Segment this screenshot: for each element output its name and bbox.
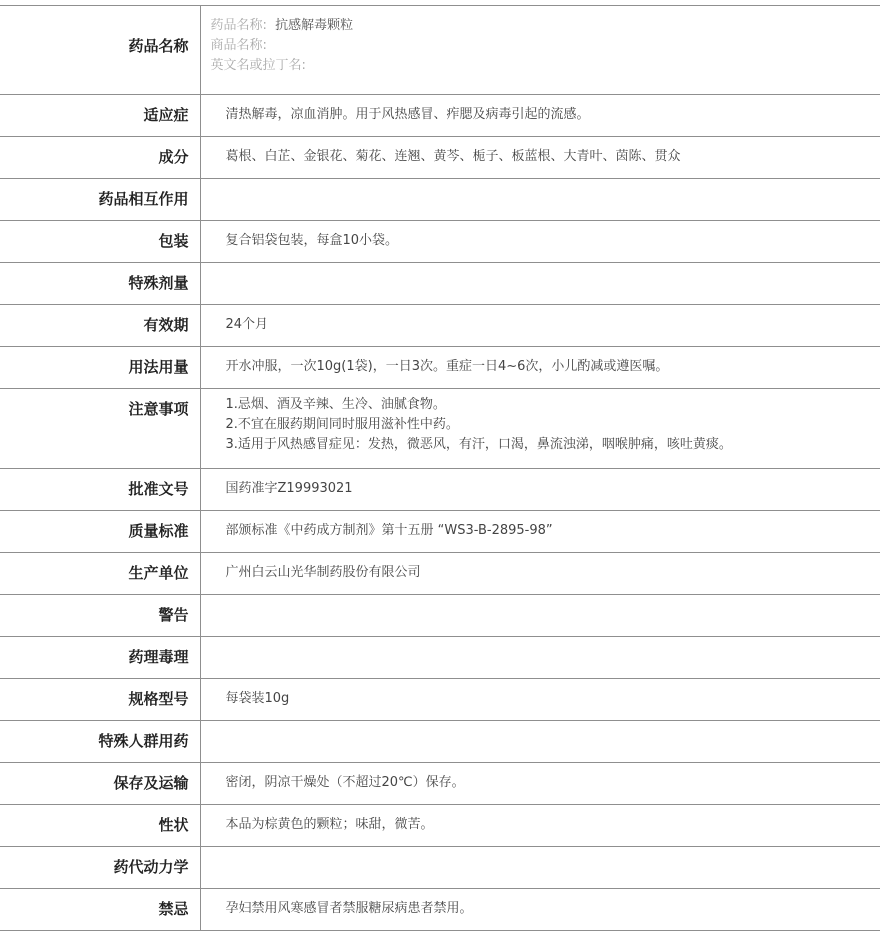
generic-name-value: 抗感解毒颗粒: [275, 18, 353, 33]
value-ingredients: 葛根、白芷、金银花、菊花、连翘、黄芩、栀子、板蓝根、大青叶、茵陈、贯众: [200, 137, 880, 179]
precaution-line-2: 2.不宜在服药期间同时服用滋补性中药。: [226, 415, 880, 435]
row-interactions: [0, 179, 880, 221]
value-precautions: [200, 389, 880, 469]
value-warnings: [200, 595, 880, 637]
label-shelf-life: 有效期: [0, 305, 200, 347]
label-precautions: 注意事项: [0, 389, 200, 469]
value-manufacturer: 广州白云山光华制药股份有限公司: [200, 553, 880, 595]
label-packaging: 包装: [0, 221, 200, 263]
row-special-populations: [0, 721, 880, 763]
row-ingredients: [0, 137, 880, 179]
label-manufacturer: 生产单位: [0, 553, 200, 595]
row-storage: [0, 763, 880, 805]
value-storage: 密闭，阴凉干燥处（不超过20℃）保存。: [200, 763, 880, 805]
value-approval-number: 国药准字Z19993021: [200, 469, 880, 511]
row-manufacturer: [0, 553, 880, 595]
trade-name-line: [211, 36, 880, 56]
label-dosage: 用法用量: [0, 347, 200, 389]
row-shelf-life: [0, 305, 880, 347]
value-pharmacokinetics: [200, 847, 880, 889]
label-warnings: 警告: [0, 595, 200, 637]
label-description: 性状: [0, 805, 200, 847]
row-indications: [0, 95, 880, 137]
label-pharmacology: 药理毒理: [0, 637, 200, 679]
row-packaging: [0, 221, 880, 263]
value-specification: 每袋装10g: [200, 679, 880, 721]
value-special-populations: [200, 721, 880, 763]
row-dosage: [0, 347, 880, 389]
latin-name-line: [211, 56, 880, 76]
label-pharmacokinetics: 药代动力学: [0, 847, 200, 889]
precaution-line-1: 1.忌烟、酒及辛辣、生冷、油腻食物。: [226, 395, 880, 415]
generic-name-key: 药品名称:: [211, 18, 267, 33]
value-description: 本品为棕黄色的颗粒；味甜，微苦。: [200, 805, 880, 847]
row-warnings: [0, 595, 880, 637]
drug-spec-table: [0, 5, 880, 931]
row-approval-number: [0, 469, 880, 511]
latin-name-key: 英文名或拉丁名:: [211, 58, 306, 73]
row-pharmacology: [0, 637, 880, 679]
label-storage: 保存及运输: [0, 763, 200, 805]
value-contraindications: 孕妇禁用风寒感冒者禁服糖尿病患者禁用。: [200, 889, 880, 931]
row-special-dosage: [0, 263, 880, 305]
value-quality-standard: 部颁标准《中药成方制剂》第十五册 “WS3-B-2895-98”: [200, 511, 880, 553]
generic-name-line: [211, 16, 880, 36]
label-quality-standard: 质量标准: [0, 511, 200, 553]
row-contraindications: [0, 889, 880, 931]
label-special-dosage: 特殊剂量: [0, 263, 200, 305]
row-drug-name: [0, 6, 880, 95]
label-approval-number: 批准文号: [0, 469, 200, 511]
value-shelf-life: 24个月: [200, 305, 880, 347]
label-special-populations: 特殊人群用药: [0, 721, 200, 763]
value-special-dosage: [200, 263, 880, 305]
label-specification: 规格型号: [0, 679, 200, 721]
row-specification: [0, 679, 880, 721]
value-pharmacology: [200, 637, 880, 679]
value-packaging: 复合铝袋包装，每盒10小袋。: [200, 221, 880, 263]
value-dosage: 开水冲服，一次10g(1袋)，一日3次。重症一日4~6次，小儿酌减或遵医嘱。: [200, 347, 880, 389]
trade-name-key: 商品名称:: [211, 38, 267, 53]
drug-name-cell: [200, 6, 880, 95]
row-description: [0, 805, 880, 847]
value-interactions: [200, 179, 880, 221]
label-indications: 适应症: [0, 95, 200, 137]
label-interactions: 药品相互作用: [0, 179, 200, 221]
label-drug-name: 药品名称: [0, 6, 200, 95]
label-ingredients: 成分: [0, 137, 200, 179]
row-precautions: [0, 389, 880, 469]
row-pharmacokinetics: [0, 847, 880, 889]
precaution-line-3: 3.适用于风热感冒症见：发热，微恶风，有汗，口渴，鼻流浊涕，咽喉肿痛，咳吐黄痰。: [226, 435, 880, 455]
row-quality-standard: [0, 511, 880, 553]
value-indications: 清热解毒，凉血消肿。用于风热感冒、痄腮及病毒引起的流感。: [200, 95, 880, 137]
label-contraindications: 禁忌: [0, 889, 200, 931]
